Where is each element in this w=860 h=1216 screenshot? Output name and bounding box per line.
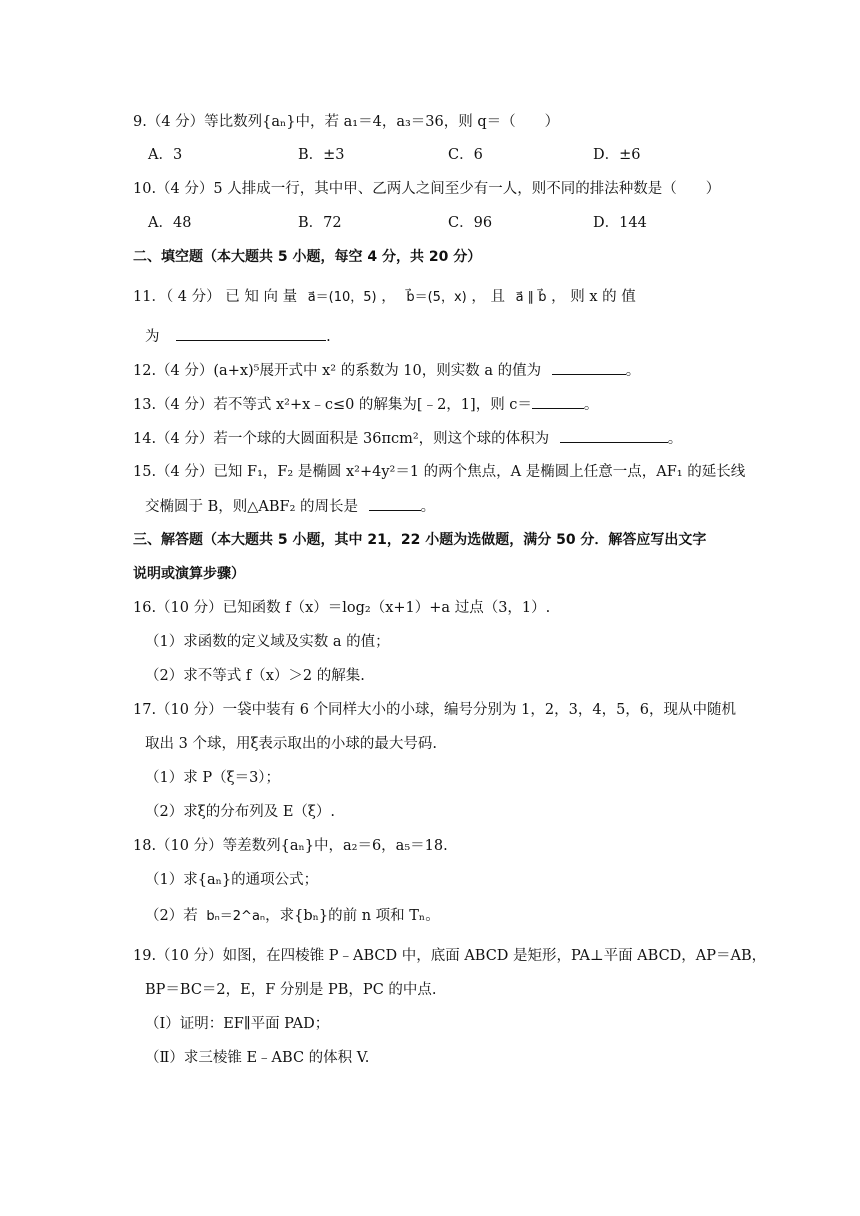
vector-b: b⃗＝(5，x) bbox=[406, 290, 467, 305]
question-19-line-1: 19.（10 分）如图，在四棱锥 P﹣ABCD 中，底面 ABCD 是矩形，PA⊥平面 ABCD，AP＝AB， bbox=[133, 948, 767, 964]
question-17-line-2: 取出 3 个球，用ξ表示取出的小球的最大号码. bbox=[145, 736, 438, 752]
answer-blank[interactable] bbox=[532, 394, 584, 409]
answer-blank[interactable] bbox=[176, 326, 326, 341]
q18-text-b: ，求{bₙ}的前 n 项和 Tₙ。 bbox=[265, 908, 440, 924]
question-18-part-2 bbox=[145, 906, 440, 927]
q15-end: 。 bbox=[420, 499, 436, 515]
q11-text-a: 11．（ 4 分） 已 知 向 量 bbox=[133, 289, 298, 305]
question-19-part-2: （Ⅱ）求三棱锥 E﹣ABC 的体积 V. bbox=[145, 1050, 370, 1066]
question-17-line-1: 17.（10 分）一袋中装有 6 个同样大小的小球，编号分别为 1，2，3，4，5，6，现从中随机 bbox=[133, 702, 737, 718]
q11-text-c: ， 且 bbox=[471, 289, 505, 305]
answer-blank[interactable] bbox=[560, 428, 668, 443]
answer-blank[interactable] bbox=[552, 360, 626, 375]
parallel-condition: a⃗ ∥ b⃗ bbox=[515, 290, 547, 305]
q12-text: 12.（4 分）(a+x)⁵展开式中 x² 的系数为 10，则实数 a 的值为 bbox=[133, 363, 542, 379]
question-11-line-1 bbox=[133, 287, 636, 308]
question-18-part-1: （1）求{aₙ}的通项公式； bbox=[145, 872, 319, 888]
answer-blank[interactable] bbox=[369, 496, 421, 511]
question-16-stem: 16.（10 分）已知函数 f（x）＝log₂（x+1）+a 过点（3，1）. bbox=[133, 600, 551, 616]
question-16-part-2: （2）求不等式 f（x）＞2 的解集. bbox=[145, 668, 365, 684]
q11-text-d: ， 则 x 的 值 bbox=[551, 289, 636, 305]
section-3-heading-line-1: 三、解答题（本大题共 5 小题，其中 21，22 小题为选做题，满分 50 分．解答应写出文字 bbox=[133, 532, 707, 548]
option-d: D．±6 bbox=[593, 147, 641, 163]
q15-text: 交椭圆于 B，则△ABF₂ 的周长是 bbox=[145, 499, 359, 515]
q14-end: 。 bbox=[667, 431, 683, 447]
q11-text-b: ， bbox=[381, 289, 396, 305]
option-a: A．3 bbox=[148, 147, 183, 163]
question-16-part-1: （1）求函数的定义域及实数 a 的值； bbox=[145, 634, 390, 650]
question-18-stem: 18.（10 分）等差数列{aₙ}中，a₂＝6，a₅＝18. bbox=[133, 838, 448, 854]
question-12 bbox=[133, 360, 640, 381]
option-d: D．144 bbox=[593, 215, 647, 231]
q13-text: 13.（4 分）若不等式 x²+x﹣c≤0 的解集为[﹣2，1]，则 c＝ bbox=[133, 397, 532, 413]
section-2-heading: 二、填空题（本大题共 5 小题，每空 4 分，共 20 分） bbox=[133, 249, 482, 265]
section-3-heading-line-2: 说明或演算步骤） bbox=[133, 566, 245, 582]
formula-bn: bₙ＝2^aₙ bbox=[206, 909, 266, 924]
option-b: B．±3 bbox=[298, 147, 345, 163]
q13-end: 。 bbox=[583, 397, 599, 413]
option-c: C．6 bbox=[448, 147, 483, 163]
question-15-line-2 bbox=[145, 496, 435, 517]
q18-text-a: （2）若 bbox=[145, 908, 198, 924]
question-13 bbox=[133, 394, 598, 415]
question-9-stem: 9.（4 分）等比数列{aₙ}中，若 a₁＝4，a₃＝36，则 q＝（ ） bbox=[133, 114, 560, 130]
question-19-part-1: （Ⅰ）证明：EF∥平面 PAD； bbox=[145, 1016, 330, 1032]
question-15-line-1: 15.（4 分）已知 F₁，F₂ 是椭圆 x²+4y²＝1 的两个焦点，A 是椭圆上任意一点，AF₁ 的延长线 bbox=[133, 464, 746, 480]
question-9-options bbox=[148, 145, 748, 165]
question-11-line-2: 为 . bbox=[145, 326, 331, 347]
option-b: B．72 bbox=[298, 215, 342, 231]
option-a: A．48 bbox=[148, 215, 192, 231]
question-10-options bbox=[148, 213, 748, 233]
vector-a: a⃗＝(10，5) bbox=[307, 290, 377, 305]
q12-end: 。 bbox=[625, 363, 641, 379]
q11-text-e: 为 bbox=[145, 329, 160, 345]
question-17-part-1: （1）求 P（ξ＝3）； bbox=[145, 770, 281, 786]
question-10-stem: 10.（4 分）5 人排成一行，其中甲、乙两人之间至少有一人，则不同的排法种数是（ ） bbox=[133, 181, 721, 197]
question-17-part-2: （2）求ξ的分布列及 E（ξ）. bbox=[145, 804, 336, 820]
question-14 bbox=[133, 428, 682, 449]
option-c: C．96 bbox=[448, 215, 493, 231]
question-19-line-2: BP＝BC＝2，E，F 分别是 PB，PC 的中点. bbox=[145, 982, 437, 998]
q14-text: 14.（4 分）若一个球的大圆面积是 36πcm²，则这个球的体积为 bbox=[133, 431, 550, 447]
